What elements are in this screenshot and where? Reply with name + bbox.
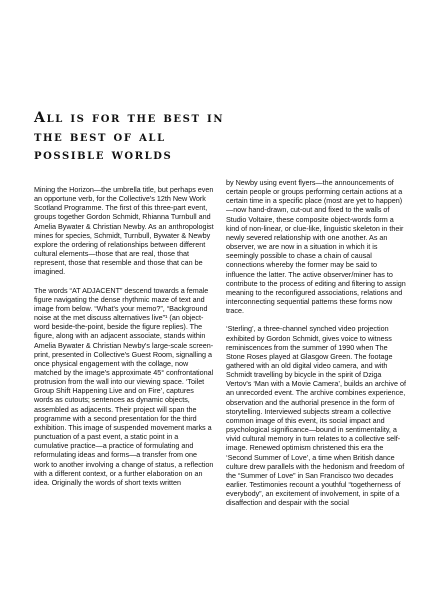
left-column [34, 185, 214, 496]
right-column [226, 178, 406, 516]
paragraph: Mining the Horizon—the umbrella title, but perhaps even an opportune verb, for the Collective's 12th New Work Scotland Programme. The first of this three-part event, groups together Gordon Schmidt, Rhianna Turnbull and Amelia Bywater & Christian Newby. As an anthropologist mines for species, Schmidt, Turnbull, Bywater & Newby explore the ordering of relationships between different cultural elements—those that are real, those that represent, those that resemble and those that can be imagined. [34, 185, 214, 277]
paragraph: ‘Sterling’, a three-channel synched video projection exhibited by Gordon Schmidt, gives voice to witness reminiscences from the summer of 1990 when The Stone Roses played at Glasgow Green. The footage gathered with an old digital video camera, and with Schmidt travelling by bicycle in the spirit of Dziga Vertov's ‘Man with a Movie Camera’, builds an archive of an unrecorded event. The archive combines experience, observation and the authorial presence in the form of storytelling. Interviewed subjects stream a collective common image of this event, its social impact and psychological significance—bound in sentimentality, a vivid cultural memory in turn relates to a collective self-image. Renewed optimism christened this era the ‘Second Summer of Love’, a time when British dance culture drew parallels with the hedonism and freedom of the “Summer of Love” in San Francisco two decades earlier. Testimonies recount a youthful “togetherness of everybody”, an excitement of involvement, in spite of a disaffection and despair with the social [226, 324, 406, 508]
paragraph: by Newby using event flyers—the announcements of certain people or groups performing certain actions at a certain time in a specific place (most are yet to happen)—now hand-drawn, cut-out and fixed to the walls of Studio Voltaire, these composite object-words form a kind of non-linear, or clue-like, linguistic skeleton in their newly severed relationship with one another. As an observer, we are now in a situation in which it is seemingly possible to chase a chain of causal connections whereby the former may be said to influence the latter. The active observer/miner has to contribute to the process of editing and filtering to assign meaning to the reconfigured associations, relations and interconnecting sequential patterns these forms now trace. [226, 178, 406, 316]
paragraph: The words “AT ADJACENT” descend towards a female figure navigating the dense rhythmic maze of text and image from below. “What's your memo?”, “Background noise at the met discuss alternatives live”¹ (an object-word beside-the-point, beside the figure replies). The figure, along with an adjacent associate, stands within Amelia Bywater & Christian Newby's large-scale screen-print, presented in Collective's Guest Room, signalling a once physical engagement with the collage, now matched by the image's approximate 45° confrontational protrusion from the wall into our viewing space. ‘Toilet Group Shift Happening Live and on Fire’, captures words as cutouts; sentences as dynamic objects, assembled as adjacents. Their project will span the programme with a second presentation for the third exhibition. This image of suspended movement marks a punctuation of a past event, a static point in a cumulative practice—a practice of formulating and reformulating ideas and forms—a transfer from one work to another involving a change of status, a reflection with a different context, or a further elaboration on an idea. Originally the words of short texts written [34, 285, 214, 487]
article-title: All is for the best in the best of all possible worlds [34, 110, 225, 164]
